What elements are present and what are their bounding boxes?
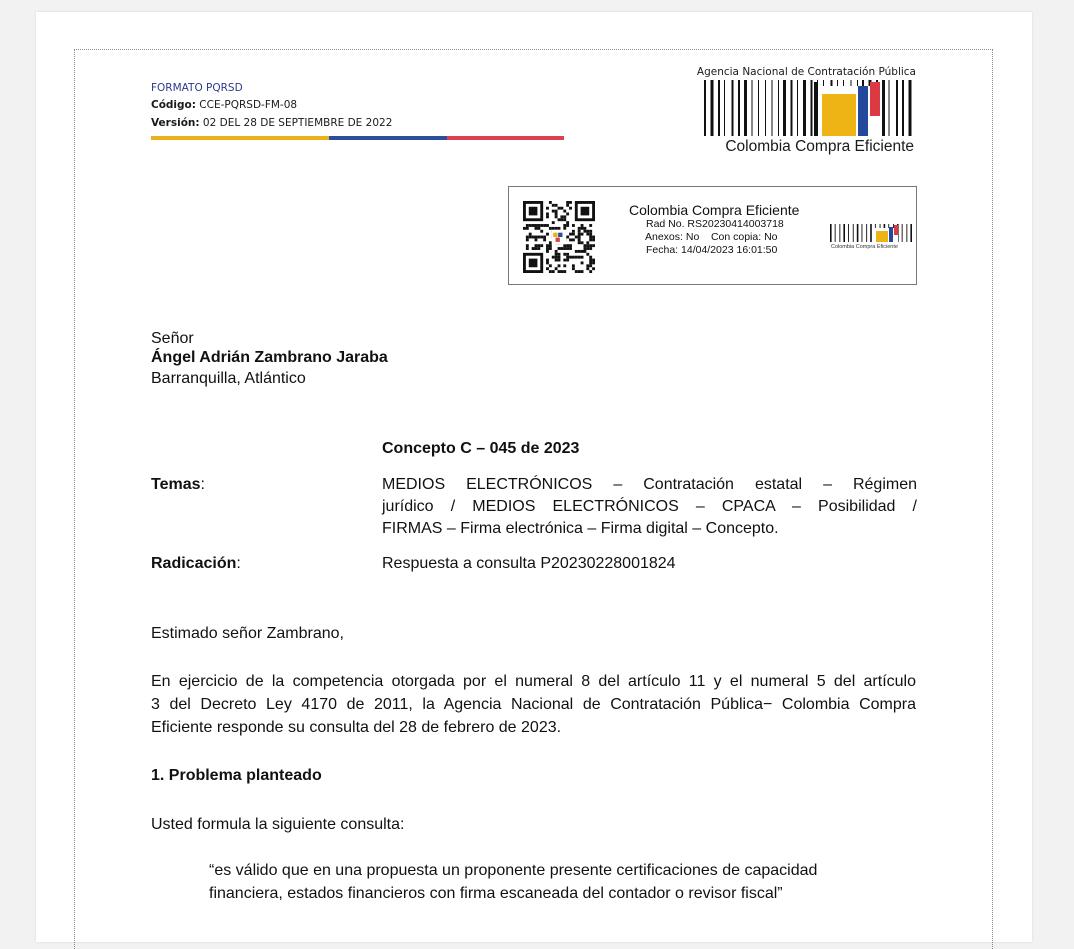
logo-agency-text: Agencia Nacional de Contratación Pública [696, 66, 916, 78]
qr-module [549, 201, 552, 204]
qr-module [543, 236, 546, 239]
qr-module [589, 230, 592, 233]
consultation-intro: Usted formula la siguiente consulta: [151, 816, 405, 833]
qr-module [558, 247, 561, 250]
mini-bar [843, 224, 845, 242]
qr-module [546, 261, 549, 264]
qr-module [558, 256, 561, 259]
qr-module [563, 227, 566, 230]
qr-module [537, 236, 540, 239]
qr-module [549, 264, 552, 267]
mini-bar [906, 224, 907, 242]
qr-module [589, 247, 592, 250]
qr-module [552, 270, 555, 273]
color-bar-blue [329, 136, 447, 140]
qr-module [537, 227, 540, 230]
qr-module [575, 236, 578, 239]
stamp-date: Fecha: 14/04/2023 16:01:50 [646, 244, 778, 256]
qr-module [555, 256, 558, 259]
paragraph-line-2: 3 del Decreto Ley 4170 de 2011, la Agencia Nacional de Contratación Pública− Colombia Compra [151, 696, 916, 713]
qr-module [549, 270, 552, 273]
qr-module [569, 207, 572, 210]
qr-module [578, 250, 581, 253]
qr-finder-core [529, 207, 538, 216]
greeting: Estimado señor Zambrano, [151, 625, 344, 642]
qr-logo-dot [553, 233, 557, 237]
logo-bar [791, 80, 793, 136]
qr-module [566, 259, 569, 262]
paragraph-line-3: Eficiente responde su consulta del 28 de febrero de 2023. [151, 719, 562, 736]
qr-module [526, 224, 529, 227]
qr-module [578, 233, 581, 236]
qr-module [583, 244, 586, 247]
filing-row-label [151, 553, 241, 575]
qr-module [592, 236, 595, 239]
topics-label: Temas [151, 476, 201, 493]
filing-value: Respuesta a consulta P20230228001824 [382, 555, 676, 572]
code-label: Código: [151, 99, 196, 111]
filing-label: Radicación [151, 555, 237, 572]
code-value: CCE-PQRSD-FM-08 [195, 99, 298, 111]
qr-module [546, 247, 549, 250]
qr-module [566, 201, 569, 204]
color-bar-red [447, 136, 564, 140]
qr-module [558, 264, 561, 267]
version-label: Versión: [151, 117, 200, 129]
qr-module [555, 259, 558, 262]
qr-module [560, 247, 563, 250]
qr-module [526, 227, 529, 230]
qr-module [555, 213, 558, 216]
qr-module [523, 227, 526, 230]
logo-blue-block [858, 86, 868, 136]
color-bar-yellow [151, 136, 329, 140]
qr-module [572, 264, 575, 267]
qr-module [546, 233, 549, 236]
filing-stamp [508, 186, 917, 285]
qr-module [535, 236, 538, 239]
qr-module [589, 244, 592, 247]
qr-module [572, 230, 575, 233]
qr-module [578, 236, 581, 239]
qr-module [572, 238, 575, 241]
mini-bar [839, 224, 840, 242]
logo-bar [704, 80, 706, 136]
qr-module [572, 256, 575, 259]
qr-module [535, 238, 538, 241]
qr-module [560, 270, 563, 273]
qr-module [578, 270, 581, 273]
logo-bar [765, 80, 766, 136]
qr-module [558, 227, 561, 230]
version-value: 02 DEL 28 DE SEPTIEMBRE DE 2022 [199, 117, 393, 129]
qr-module [529, 236, 532, 239]
qr-module [535, 224, 538, 227]
qr-module [578, 227, 581, 230]
logo-bar [711, 80, 714, 136]
qr-module [560, 218, 563, 221]
qr-module [589, 233, 592, 236]
qr-module [549, 241, 552, 244]
logo-bar [803, 80, 806, 136]
recipient-name: Ángel Adrián Zambrano Jaraba [151, 349, 388, 366]
qr-module [563, 264, 566, 267]
qr-module [526, 238, 529, 241]
agency-logo [696, 66, 916, 158]
qr-module [583, 227, 586, 230]
logo-bar [744, 80, 747, 136]
qr-module [566, 253, 569, 256]
qr-module [581, 227, 584, 230]
qr-code-icon [523, 201, 595, 273]
qr-module [589, 236, 592, 239]
qr-module [555, 250, 558, 253]
qr-module [546, 213, 549, 216]
qr-module [558, 253, 561, 256]
mini-bar [835, 224, 836, 242]
qr-module [566, 204, 569, 207]
qr-module [583, 247, 586, 250]
qr-module [578, 238, 581, 241]
qr-module [555, 204, 558, 207]
qr-logo-dot [556, 238, 560, 242]
format-title: FORMATO PQRSD [151, 82, 243, 94]
qr-module [546, 244, 549, 247]
qr-module [558, 270, 561, 273]
recipient-salutation: Señor [151, 330, 194, 347]
mini-blue-block [889, 227, 893, 242]
quote-line-1: “es válido que en una propuesta un proponente presente certificaciones de capacidad [209, 862, 818, 879]
logo-bar [896, 80, 898, 136]
qr-module [526, 247, 529, 250]
qr-module [543, 224, 546, 227]
qr-logo-dot [558, 233, 562, 237]
qr-module [558, 207, 561, 210]
mini-yellow-block [876, 231, 888, 242]
qr-module [566, 236, 569, 239]
qr-module [563, 244, 566, 247]
qr-module [581, 233, 584, 236]
qr-module [566, 247, 569, 250]
qr-module [581, 241, 584, 244]
logo-bar [814, 82, 818, 136]
topics-colon: : [200, 476, 205, 493]
qr-module [555, 267, 558, 270]
qr-module [563, 270, 566, 273]
logo-barcode-graphic [704, 80, 914, 136]
qr-module [586, 233, 589, 236]
qr-module [589, 224, 592, 227]
qr-module [546, 224, 549, 227]
qr-module [586, 247, 589, 250]
qr-module [552, 256, 555, 259]
qr-module [586, 230, 589, 233]
qr-module [526, 244, 529, 247]
mini-red-block [894, 225, 898, 235]
qr-module [555, 210, 558, 213]
qr-module [578, 256, 581, 259]
qr-module [592, 259, 595, 262]
mini-bar [853, 224, 854, 242]
qr-module [532, 224, 535, 227]
qr-module [583, 250, 586, 253]
qr-module [549, 244, 552, 247]
qr-module [546, 267, 549, 270]
qr-module [572, 267, 575, 270]
qr-module [537, 247, 540, 250]
qr-module [586, 253, 589, 256]
stamp-org: Colombia Compra Eficiente [629, 202, 800, 218]
qr-module [563, 247, 566, 250]
qr-module [560, 215, 563, 218]
stamp-annexes: Anexos: No Con copia: No [645, 231, 778, 243]
qr-module [575, 270, 578, 273]
qr-module [552, 227, 555, 230]
logo-bar [738, 80, 740, 136]
qr-module [566, 224, 569, 227]
qr-module [540, 224, 543, 227]
qr-module [563, 218, 566, 221]
qr-module [592, 238, 595, 241]
qr-module [589, 264, 592, 267]
qr-module [535, 227, 538, 230]
qr-module [546, 207, 549, 210]
qr-module [586, 241, 589, 244]
mini-bar [902, 224, 903, 242]
logo-yellow-block [822, 94, 856, 136]
logo-red-block [870, 82, 880, 116]
qr-module [535, 247, 538, 250]
qr-module [552, 204, 555, 207]
logo-bar [797, 80, 798, 136]
qr-module [592, 244, 595, 247]
mini-bar [862, 224, 863, 242]
qr-module [566, 221, 569, 224]
qr-module [549, 247, 552, 250]
qr-module [581, 224, 584, 227]
qr-module [552, 221, 555, 224]
logo-bar [889, 80, 890, 136]
qr-module [563, 253, 566, 256]
qr-module [560, 207, 563, 210]
qr-module [546, 250, 549, 253]
logo-bar [718, 80, 720, 136]
qr-module [563, 215, 566, 218]
qr-module [569, 233, 572, 236]
qr-module [586, 244, 589, 247]
logo-bar [909, 80, 912, 136]
logo-bar [758, 80, 759, 136]
filing-colon: : [236, 555, 241, 572]
concept-title: Concepto C – 045 de 2023 [382, 440, 580, 457]
qr-module [592, 261, 595, 264]
qr-module [569, 201, 572, 204]
qr-module [572, 233, 575, 236]
qr-module [543, 238, 546, 241]
qr-module [555, 227, 558, 230]
qr-module [546, 259, 549, 262]
mini-bar [870, 224, 872, 242]
qr-module [537, 224, 540, 227]
topics-line-2: jurídico / MEDIOS ELECTRÓNICOS – CPACA – Posibilidad / [382, 498, 917, 515]
qr-module [566, 256, 569, 259]
qr-module [532, 247, 535, 250]
header-color-bar [151, 136, 564, 140]
logo-bar [902, 80, 904, 136]
stamp-rad-number: Rad No. RS20230414003718 [646, 218, 784, 230]
qr-module [566, 213, 569, 216]
qr-module [555, 253, 558, 256]
qr-module [575, 256, 578, 259]
qr-module [540, 230, 543, 233]
qr-module [540, 244, 543, 247]
qr-module [592, 267, 595, 270]
recipient-city: Barranquilla, Atlántico [151, 370, 306, 387]
qr-finder-core [581, 207, 590, 216]
qr-module [581, 261, 584, 264]
qr-module [589, 270, 592, 273]
qr-module [566, 244, 569, 247]
qr-module [555, 215, 558, 218]
format-code [151, 99, 297, 111]
qr-module [581, 250, 584, 253]
logo-bar [783, 80, 786, 136]
qr-module [589, 238, 592, 241]
qr-module [569, 256, 572, 259]
qr-module [586, 267, 589, 270]
qr-module [526, 236, 529, 239]
logo-bar [882, 80, 885, 136]
qr-module [549, 227, 552, 230]
mini-logo-text: Colombia Compra Eficiente [831, 244, 898, 250]
logo-bar [772, 80, 773, 136]
qr-module [586, 264, 589, 267]
topics-row-label [151, 474, 205, 496]
qr-module [529, 233, 532, 236]
topics-line-1: MEDIOS ELECTRÓNICOS – Contratación estatal – Régimen [382, 476, 917, 493]
format-version [151, 117, 392, 129]
mini-bar [830, 224, 832, 242]
qr-module [563, 210, 566, 213]
paragraph-line-1: En ejercicio de la competencia otorgada por el numeral 8 del artículo 11 y el numeral 5 del artículo [151, 673, 916, 690]
qr-module [589, 259, 592, 262]
qr-module [572, 224, 575, 227]
qr-module [581, 270, 584, 273]
qr-module [535, 244, 538, 247]
qr-module [589, 261, 592, 264]
logo-bar [732, 80, 734, 136]
quote-line-2: financiera, estados financieros con firma escaneada del contador o revisor fiscal” [209, 885, 783, 902]
qr-module [546, 215, 549, 218]
logo-name-text: Colombia Compra Eficiente [725, 138, 914, 155]
logo-bar [724, 80, 725, 136]
mini-bar [848, 224, 849, 242]
mini-bar [866, 224, 867, 242]
qr-module [569, 244, 572, 247]
logo-bar [752, 80, 753, 136]
logo-bar [778, 80, 779, 136]
qr-module [589, 256, 592, 259]
qr-module [558, 218, 561, 221]
qr-module [529, 224, 532, 227]
qr-module [575, 250, 578, 253]
qr-module [578, 230, 581, 233]
qr-module [581, 256, 584, 259]
section-heading: 1. Problema planteado [151, 767, 322, 784]
topics-line-3: FIRMAS – Firma electrónica – Firma digital – Concepto. [382, 520, 779, 537]
qr-module [583, 230, 586, 233]
qr-module [552, 210, 555, 213]
qr-module [532, 236, 535, 239]
qr-module [569, 247, 572, 250]
mini-bar [910, 224, 912, 242]
qr-module [563, 259, 566, 262]
qr-module [563, 224, 566, 227]
logo-bar [811, 80, 813, 136]
qr-module [578, 241, 581, 244]
qr-module [569, 238, 572, 241]
qr-module [537, 244, 540, 247]
mini-bar [857, 224, 859, 242]
qr-module [558, 259, 561, 262]
qr-module [540, 236, 543, 239]
qr-finder-core [529, 259, 538, 268]
